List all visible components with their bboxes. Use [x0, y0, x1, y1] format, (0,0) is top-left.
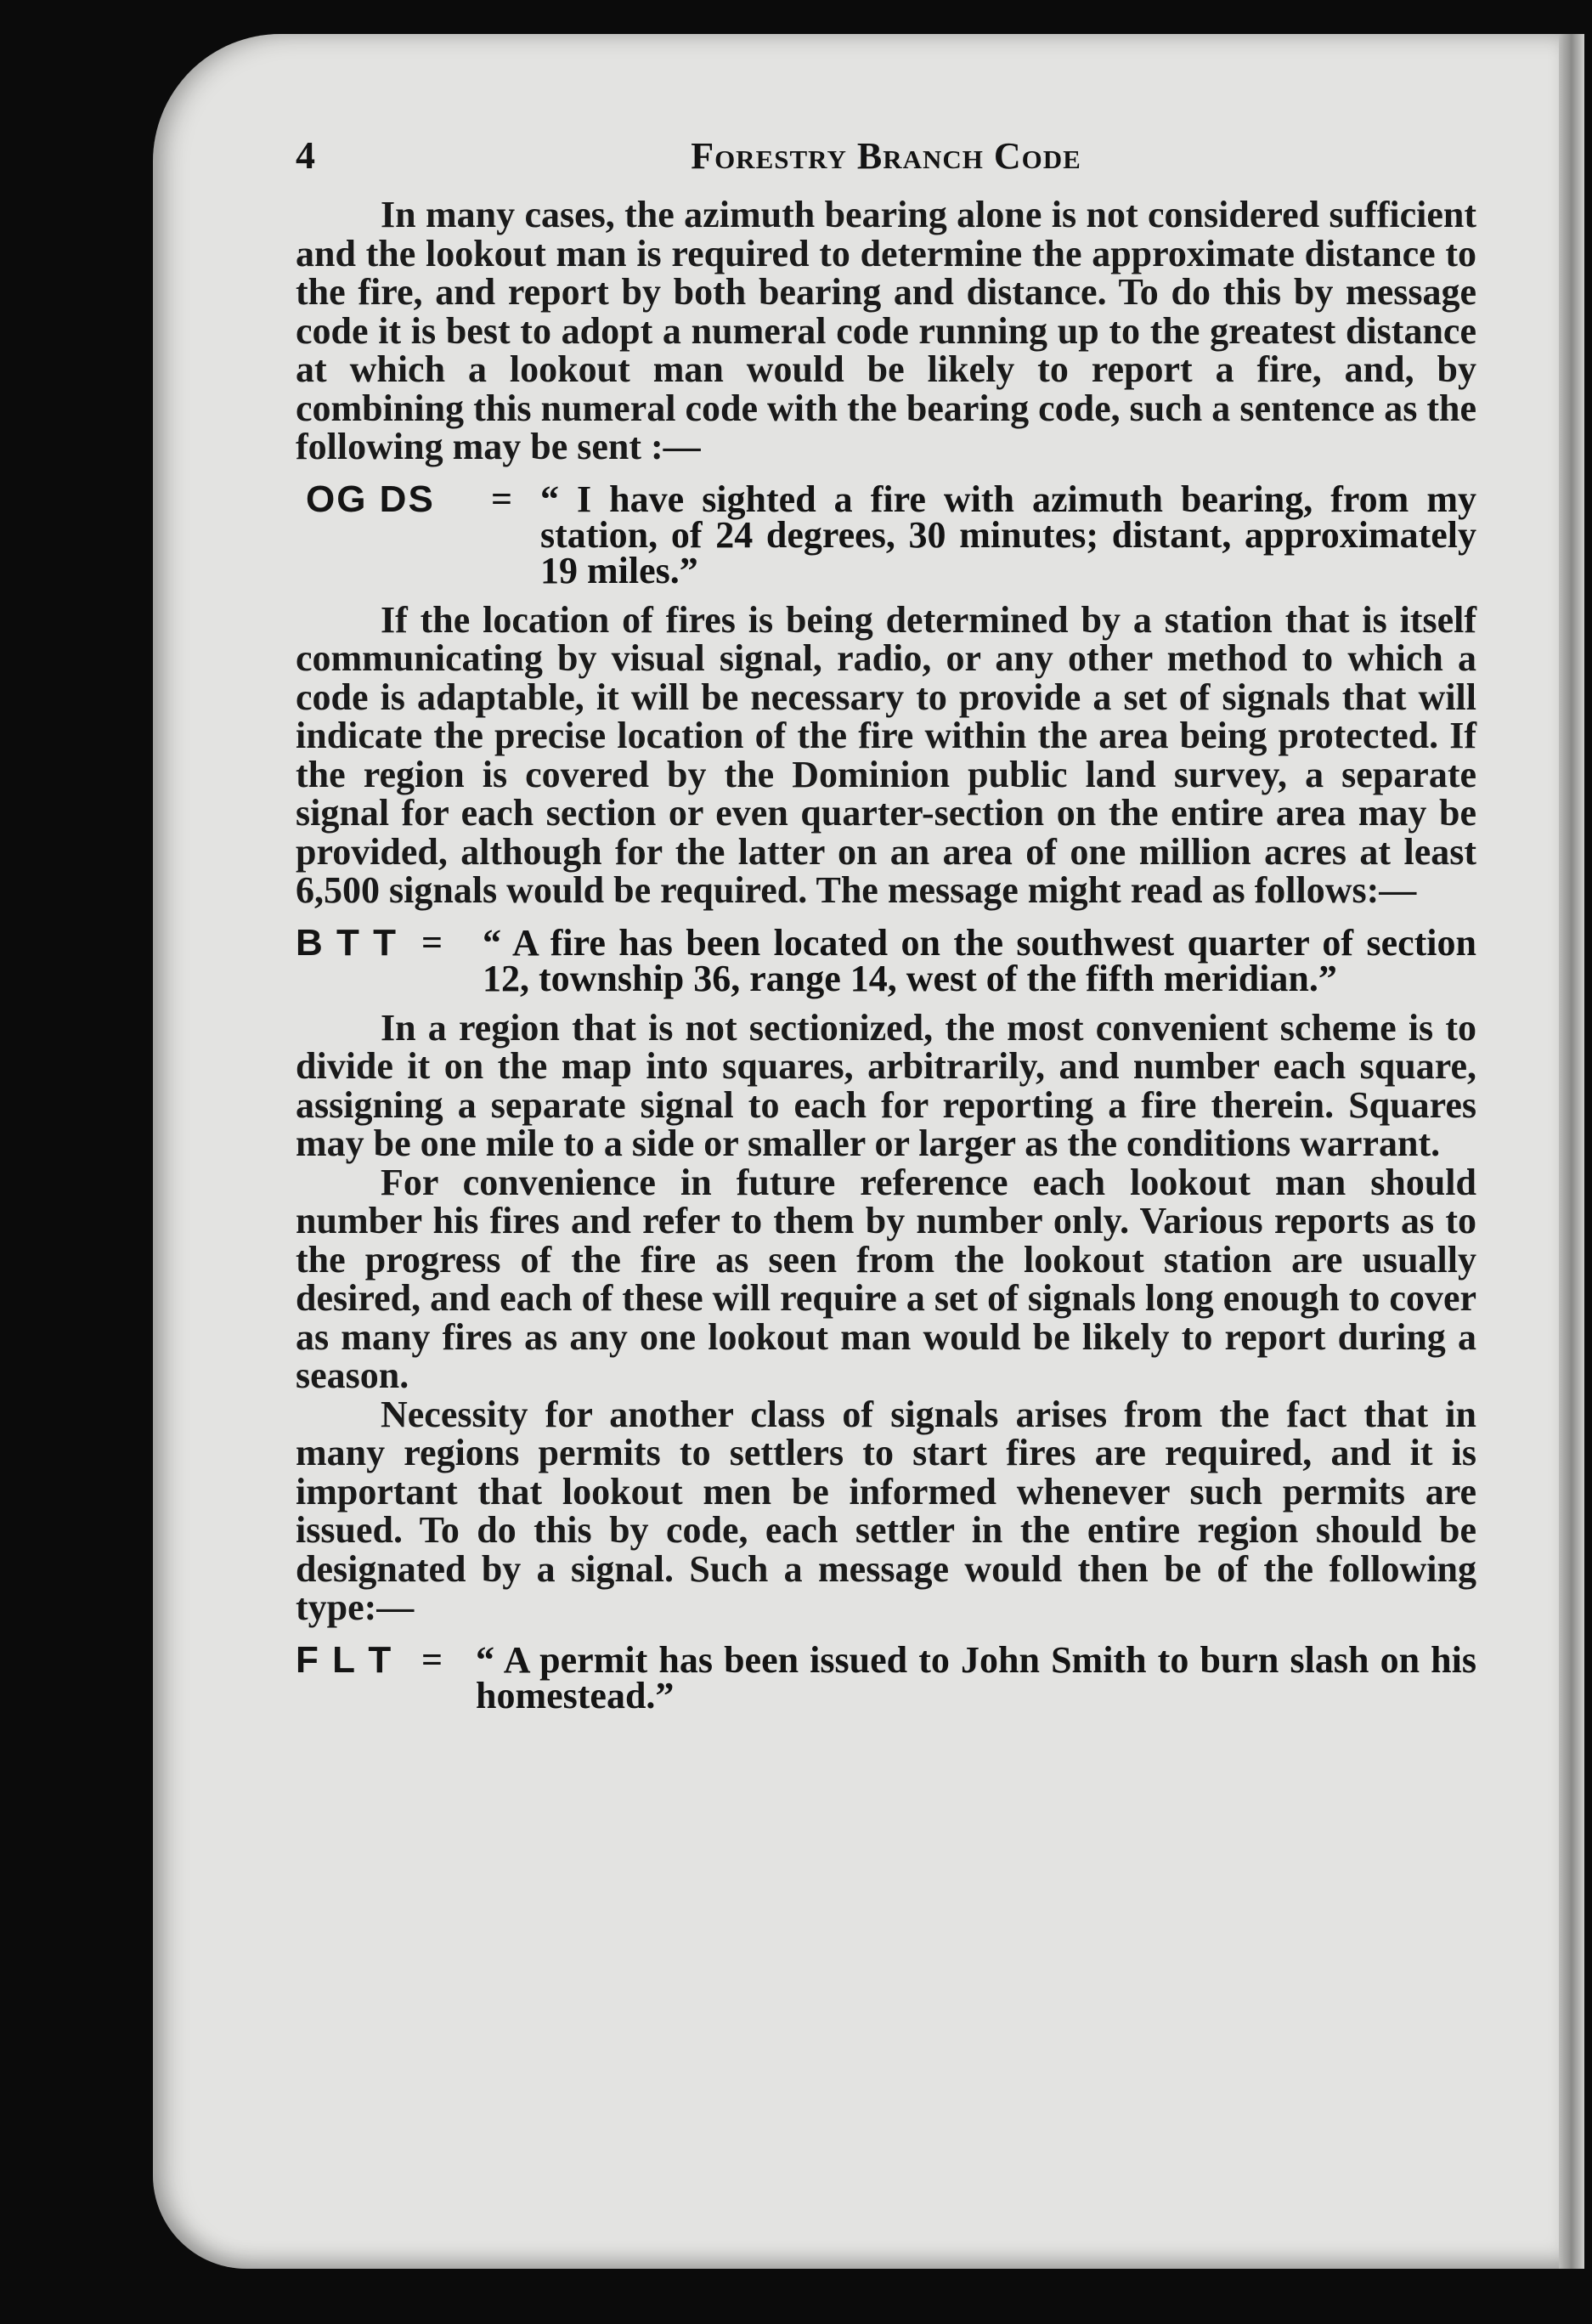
page-content	[296, 127, 1476, 1726]
code-signal: OG DS	[306, 478, 435, 520]
equals-sign: =	[421, 1638, 443, 1681]
equals-sign: =	[421, 921, 443, 964]
equals-sign: =	[491, 478, 513, 520]
code-meaning: “ I have sighted a fire with azimuth bearing, from my station, of 24 degrees, 30 minutes; distant, approximately 19 miles.”	[540, 478, 1476, 591]
paragraph: In many cases, the azimuth bearing alone is not considered sufficient and the lookout man is required to determine the approximate distance to the fire, and report by both bearing and distance. To do this by message code it is best to adopt a numeral code running up to the greatest distance at which a lookout man would be likely to report a fire, and, by combining this numeral code with the bearing code, such a sentence as the following may be sent :—	[296, 194, 1476, 467]
paragraph: Necessity for another class of signals arises from the fact that in many regions permits to settlers to start fires are required, and it is important that lookout men be informed whenever such permits are issued. To do this by code, each settler in the entire region should be designated by a signal. Such a message would then be of the following type:—	[296, 1393, 1476, 1628]
paragraph: In a region that is not sectionized, the most convenient scheme is to divide it on the map into squares, arbitrarily, and number each square, assigning a separate signal to each for reporting a fire therein. Squares may be one mile to a side or smaller or larger as the conditions warrant.	[296, 1006, 1476, 1164]
page-edge	[1559, 34, 1584, 2269]
code-entry	[296, 478, 1476, 591]
paragraph: For convenience in future reference each lookout man should number his fires and refer to them by number only. Various reports as to the progress of the fire as seen from the lookout station are usually desired, and each of these will require a set of signals long enough to cover as many fires as any one lookout man would be likely to report during a season.	[296, 1161, 1476, 1396]
code-meaning: “ A fire has been located on the southwest quarter of section 12, township 36, range 14, west of the fifth meridian.”	[483, 921, 1476, 999]
code-signal: B T T	[296, 921, 398, 964]
code-signal: F L T	[296, 1638, 393, 1681]
page-number: 4	[296, 133, 315, 177]
code-meaning: “ A permit has been issued to John Smith to burn slash on his homestead.”	[476, 1638, 1476, 1716]
code-entry	[296, 1638, 1476, 1716]
running-title: Forestry Branch Code	[691, 135, 1081, 177]
code-entry	[296, 921, 1476, 999]
paragraph: If the location of fires is being determined by a station that is itself communicating by visual signal, radio, or any other method to which a code is adaptable, it will be necessary to provide a set of signals that will indicate the precise location of the fire within the area being protected. If the region is covered by the Dominion public land survey, a separate signal for each section or even quarter-section on the entire area may be provided, although for the latter on an area of one million acres at least 6,500 signals would be required. The message might read as follows:—	[296, 598, 1476, 911]
page-header	[296, 127, 1476, 195]
